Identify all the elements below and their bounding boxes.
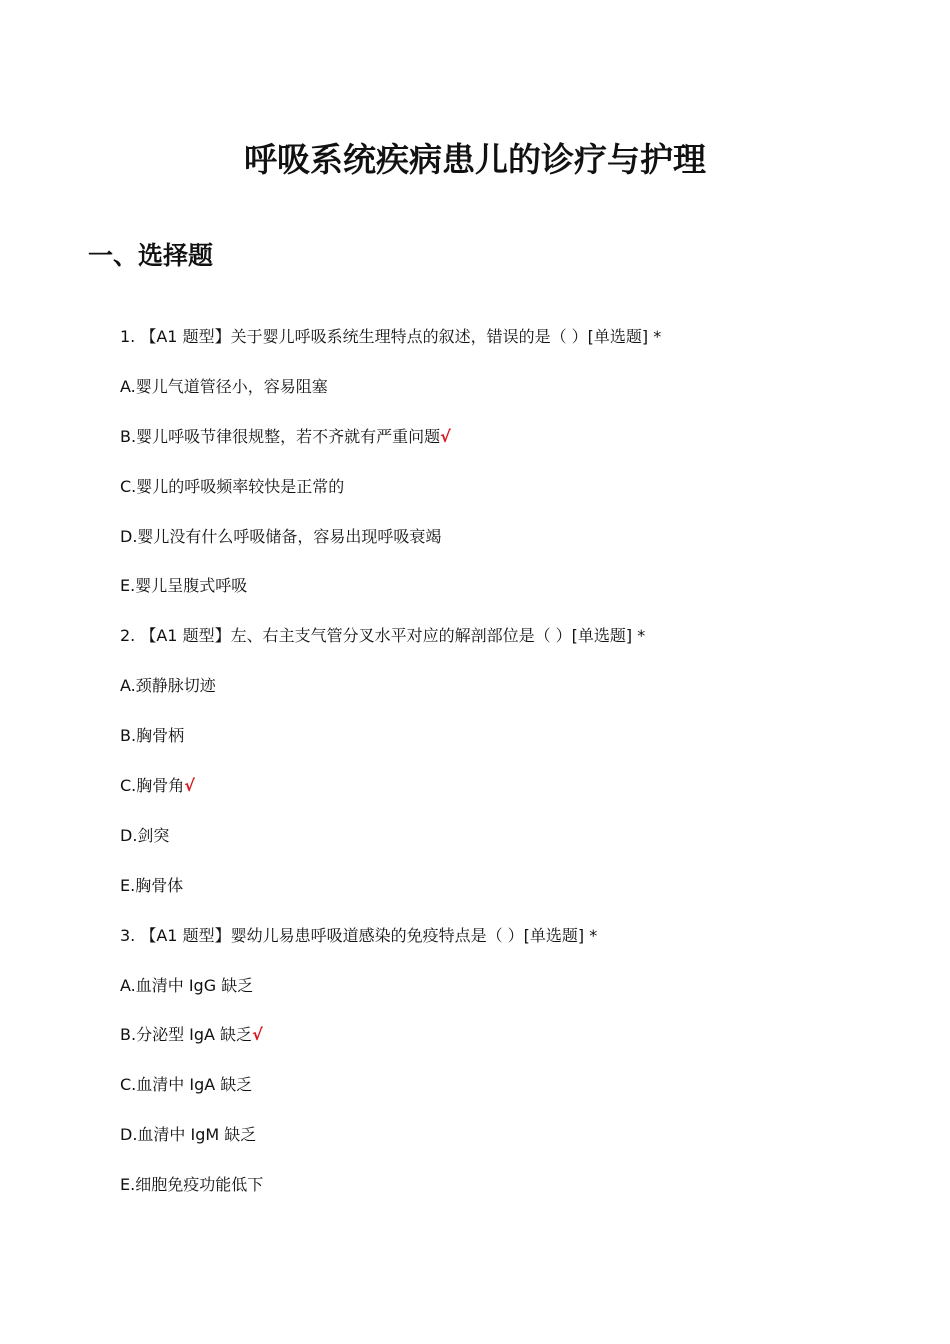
correct-check-icon: √ <box>252 1025 263 1045</box>
option-text: A.婴儿气道管径小，容易阻塞 <box>120 376 328 396</box>
answer-option <box>120 522 880 572</box>
answer-option <box>120 571 880 621</box>
answer-option <box>120 671 880 721</box>
answer-option <box>120 871 880 921</box>
answer-option <box>120 472 880 522</box>
option-text: E.婴儿呈腹式呼吸 <box>120 576 248 596</box>
option-text: C.婴儿的呼吸频率较快是正常的 <box>120 476 345 496</box>
option-text: B.分泌型 IgA 缺乏 <box>120 1025 253 1045</box>
question-stem-text: 3. 【A1 题型】婴幼儿易患呼吸道感染的免疫特点是（ ）[单选题] * <box>120 925 598 945</box>
option-text: A.血清中 IgG 缺乏 <box>120 975 254 995</box>
option-text: D.剑突 <box>120 825 170 845</box>
option-text: E.细胞免疫功能低下 <box>120 1175 264 1195</box>
answer-option <box>120 721 880 771</box>
answer-option <box>120 971 880 1021</box>
option-text: C.血清中 IgA 缺乏 <box>120 1075 253 1095</box>
option-text: A.颈静脉切迹 <box>120 676 216 696</box>
section-heading: 一、选择题 <box>88 241 214 270</box>
question-stem-text: 2. 【A1 题型】左、右主支气管分叉水平对应的解剖部位是（ ）[单选题] * <box>120 626 646 646</box>
answer-option <box>120 1170 880 1220</box>
answer-option <box>120 1020 880 1070</box>
answer-option <box>120 771 880 821</box>
correct-check-icon: √ <box>184 776 195 796</box>
page-title: 呼吸系统疾病患儿的诊疗与护理 <box>244 140 706 179</box>
option-text: B.胸骨柄 <box>120 726 185 746</box>
answer-option <box>120 1120 880 1170</box>
answer-option <box>120 422 880 472</box>
option-text: B.婴儿呼吸节律很规整，若不齐就有严重问题 <box>120 426 441 446</box>
answer-option <box>120 372 880 422</box>
question-list <box>120 322 880 1220</box>
option-text: C.胸骨角 <box>120 776 185 796</box>
option-text: E.胸骨体 <box>120 875 184 895</box>
answer-option <box>120 1070 880 1120</box>
question-stem-text: 1. 【A1 题型】关于婴儿呼吸系统生理特点的叙述，错误的是（ ）[单选题] * <box>120 327 662 346</box>
answer-option <box>120 821 880 871</box>
correct-check-icon: √ <box>440 426 451 446</box>
question-stem <box>120 322 880 372</box>
question-stem <box>120 621 880 671</box>
option-text: D.婴儿没有什么呼吸储备，容易出现呼吸衰竭 <box>120 526 442 546</box>
question-stem <box>120 921 880 971</box>
option-text: D.血清中 IgM 缺乏 <box>120 1125 257 1145</box>
